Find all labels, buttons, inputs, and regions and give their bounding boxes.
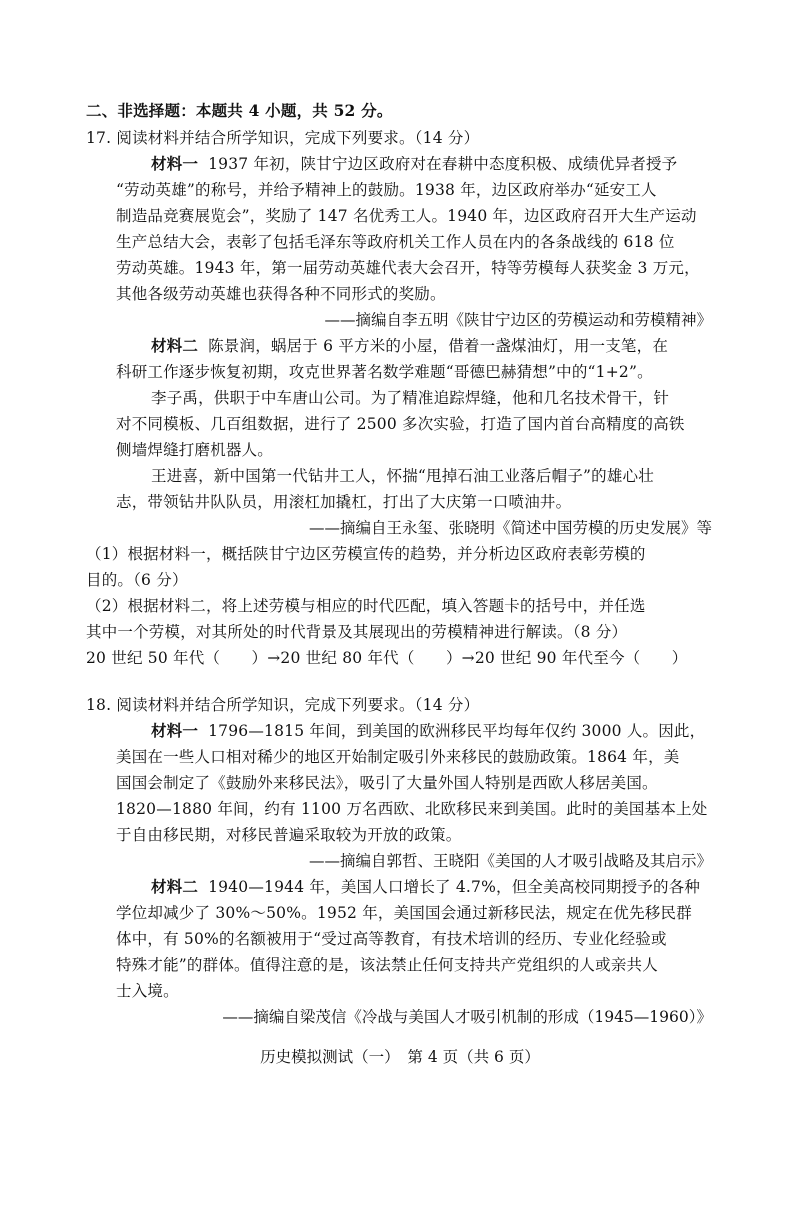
q17-m2-p3-line-1: 王进喜，新中国第一代钻井工人，怀揣“甩掉石油工业落后帽子”的雄心壮 <box>151 467 654 485</box>
q17-timeline: 20 世纪 50 年代（ ）→20 世纪 80 年代（ ）→20 世纪 90 年代至今（ ） <box>86 649 688 667</box>
section-header: 二、非选择题：本题共 4 小题，共 52 分。 <box>86 101 393 120</box>
q17-m2-line-2: 科研工作逐步恢复初期，攻克世界著名数学难题“哥德巴赫猜想”中的“1+2”。 <box>116 363 653 381</box>
q18-m2-line-1 <box>151 876 700 898</box>
page-footer: 历史模拟测试（一） 第 4 页（共 6 页） <box>260 1048 540 1066</box>
q17-m1-line-3: 制造品竞赛展览会”，奖励了 147 名优秀工人。1940 年，边区政府召开大生产运动 <box>116 207 697 225</box>
q18-m1-line-2: 美国在一些人口相对稀少的地区开始制定吸引外来移民的鼓励政策。1864 年，美 <box>116 748 680 766</box>
q18-m2-label: 材料二 <box>151 877 199 896</box>
q18-m2-text-1: 1940—1944 年，美国人口增长了 4.7%，但全美高校同期授予的各种 <box>208 878 701 896</box>
q18-m1-line-1 <box>151 720 705 742</box>
q17-m1-line-6: 其他各级劳动英雄也获得各种不同形式的奖励。 <box>116 285 446 303</box>
q17-m1-line-5: 劳动英雄。1943 年，第一届劳动英雄代表大会召开，特等劳模每人获奖金 3 万元， <box>116 259 700 277</box>
q18-m1-line-5: 于自由移民期，对移民普遍采取较为开放的政策。 <box>116 826 462 844</box>
q18-stem: 18. 阅读材料并结合所学知识，完成下列要求。（14 分） <box>86 696 480 714</box>
q17-m1-line-1 <box>151 153 677 175</box>
q18-m2-line-4: 特殊才能”的群体。值得注意的是，该法禁止任何支持共产党组织的人或亲共人 <box>116 956 658 974</box>
q18-m1-label: 材料一 <box>151 721 199 740</box>
q17-sub1-line-2: 目的。（6 分） <box>86 571 188 589</box>
q17-m2-text-1: 陈景润，蜗居于 6 平方米的小屋，借着一盏煤油灯，用一支笔，在 <box>208 337 669 355</box>
q17-m2-label: 材料二 <box>151 336 199 355</box>
q18-m2-line-2: 学位却减少了 30%～50%。1952 年，美国国会通过新移民法，规定在优先移民群 <box>116 904 692 922</box>
q17-m1-label: 材料一 <box>151 154 199 173</box>
q18-m1-line-4: 1820—1880 年间，约有 1100 万名西欧、北欧移民来到美国。此时的美国基本上处 <box>116 800 708 818</box>
q18-m2-line-5: 士入境。 <box>116 982 179 1000</box>
q18-m2-source: ——摘编自梁茂信《冷战与美国人才吸引机制的形成（1945—1960）》 <box>222 1008 712 1026</box>
q17-m2-line-1 <box>151 335 668 357</box>
q17-m1-text-1: 1937 年初，陕甘宁边区政府对在春耕中态度积极、成绩优异者授予 <box>208 155 678 173</box>
q17-m2-p2-line-1: 李子禹，供职于中车唐山公司。为了精准追踪焊缝，他和几名技术骨干，针 <box>151 389 670 407</box>
q18-m1-text-1: 1796—1815 年间，到美国的欧洲移民平均每年仅约 3000 人。因此， <box>208 722 706 740</box>
q18-m1-source: ——摘编自郭哲、王晓阳《美国的人才吸引战略及其启示》 <box>308 852 712 870</box>
q17-m2-p2-line-2: 对不同模板、几百组数据，进行了 2500 多次实验，打造了国内首台高精度的高铁 <box>116 415 685 433</box>
q17-m2-p2-line-3: 侧墙焊缝打磨机器人。 <box>116 441 274 459</box>
q17-m1-source: ——摘编自李五明《陕甘宁边区的劳模运动和劳模精神》 <box>324 311 712 329</box>
q17-stem: 17. 阅读材料并结合所学知识，完成下列要求。（14 分） <box>86 129 480 147</box>
q17-sub2-line-1: （2）根据材料二，将上述劳模与相应的时代匹配，填入答题卡的括号中，并任选 <box>86 597 646 615</box>
q17-m1-line-2: “劳动英雄”的称号，并给予精神上的鼓励。1938 年，边区政府举办“延安工人 <box>116 181 657 199</box>
q17-sub1-line-1: （1）根据材料一，概括陕甘宁边区劳模宣传的趋势，并分析边区政府表彰劳模的 <box>86 545 646 563</box>
q18-m1-line-3: 国国会制定了《鼓励外来移民法》，吸引了大量外国人特别是西欧人移居美国。 <box>116 774 658 792</box>
q17-m2-p3-line-2: 志，带领钻井队队员，用滚杠加撬杠，打出了大庆第一口喷油井。 <box>116 493 572 511</box>
q18-m2-line-3: 体中，有 50%的名额被用于“受过高等教育，有技术培训的经历、专业化经验或 <box>116 930 667 948</box>
q17-m1-line-4: 生产总结大会，表彰了包括毛泽东等政府机关工作人员在内的各条战线的 618 位 <box>116 233 675 251</box>
q17-m2-source: ——摘编自王永玺、张晓明《简述中国劳模的历史发展》等 <box>308 519 712 537</box>
q17-sub2-line-2: 其中一个劳模，对其所处的时代背景及其展现出的劳模精神进行解读。（8 分） <box>86 623 628 641</box>
